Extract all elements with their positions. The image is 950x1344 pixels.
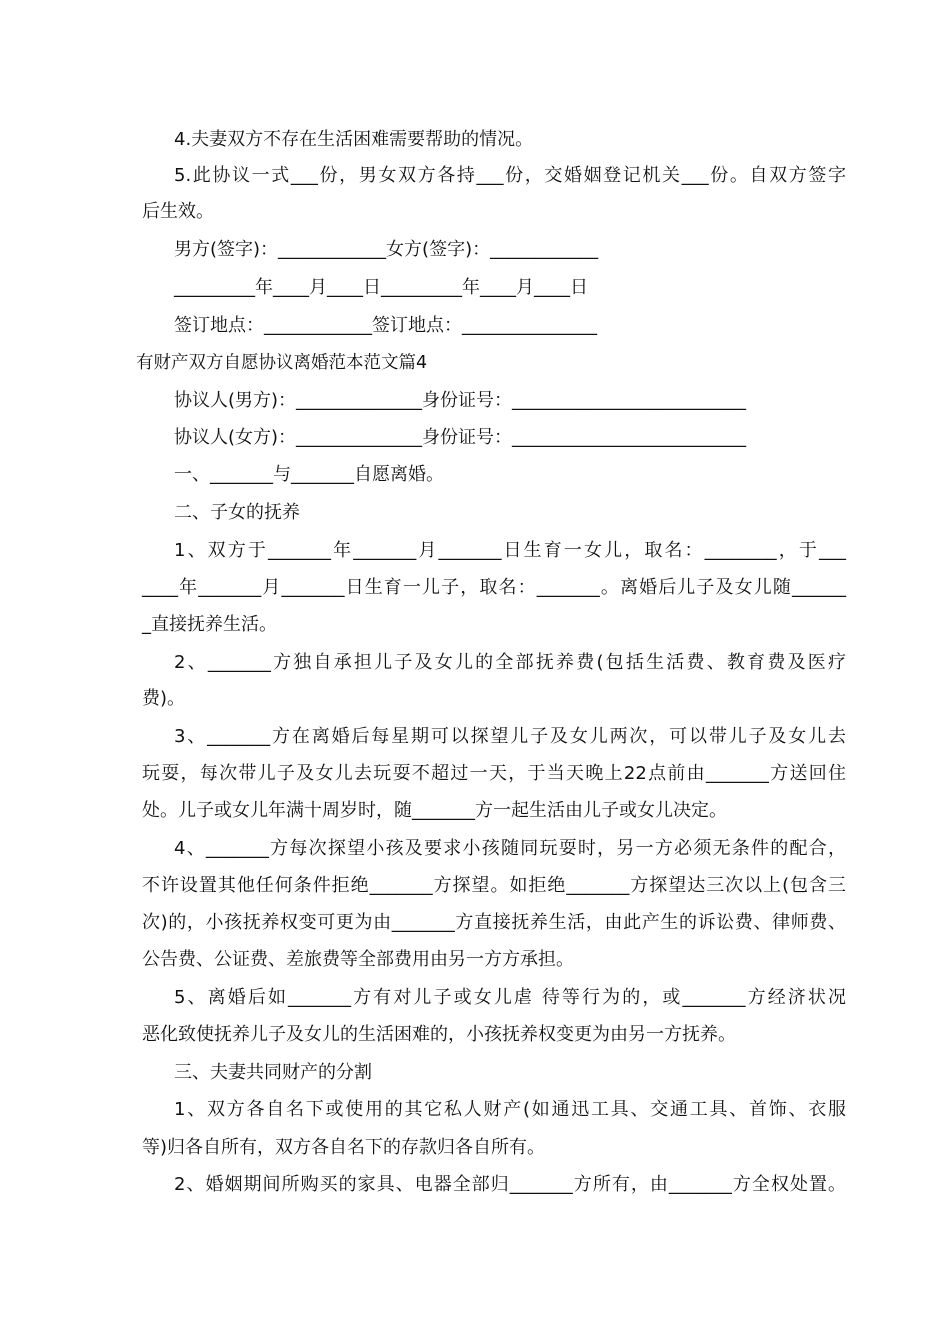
clause-5-line-1: 5.此协议一式___份，男女双方各持___份，交婚姻登记机关___份。自双方签字 xyxy=(174,165,846,186)
article-2-heading: 二、子女的抚养 xyxy=(174,502,300,523)
child-item-2-line-2: 费)。 xyxy=(142,688,186,709)
signature-line: 男方(签字)：____________女方(签字)：____________ xyxy=(174,239,599,260)
child-item-5-line-2: 恶化致使抚养儿子及女儿的生活困难的，小孩抚养权变更为由另一方抚养。 xyxy=(142,1024,736,1045)
article-3-heading: 三、夫妻共同财产的分割 xyxy=(174,1062,372,1083)
child-item-3-line-3: 处。儿子或女儿年满十周岁时，随_______方一起生活由儿子或女儿决定。 xyxy=(142,800,727,821)
child-item-3-line-2: 玩耍，每次带儿子及女儿去玩耍不超过一天，于当天晚上22点前由_______方送回住 xyxy=(142,763,846,784)
child-item-2-line-1: 2、_______方独自承担儿子及女儿的全部抚养费(包括生活费、教育费及医疗 xyxy=(174,652,846,673)
article-1-line: 一、_______与_______自愿离婚。 xyxy=(174,464,444,485)
section-title: 有财产双方自愿协议离婚范本范文篇4 xyxy=(136,353,428,373)
property-item-1-line-2: 等)归各自所有，双方各自名下的存款归各自所有。 xyxy=(142,1137,546,1158)
child-item-5-line-1: 5、离婚后如_______方有对儿子或女儿虐 待等行为的，或_______方经济状况 xyxy=(174,987,846,1008)
property-item-1-line-1: 1、双方各自名下或使用的其它私人财产(如通迅工具、交通工具、首饰、衣服 xyxy=(174,1099,846,1120)
clause-5-line-2: 后生效。 xyxy=(142,201,214,222)
child-item-4-line-3: 次)的，小孩抚养权变可更为由_______方直接抚养生活，由此产生的诉讼费、律师费、 xyxy=(142,912,846,933)
party-female-line: 协议人(女方)：______________身份证号：__________________________ xyxy=(174,427,747,448)
clause-4-line: 4.夫妻双方不存在生活困难需要帮助的情况。 xyxy=(174,129,534,150)
child-item-4-line-4: 公告费、公证费、差旅费等全部费用由另一方方承担。 xyxy=(142,949,574,970)
date-line: _________年____月____日_________年____月____日 xyxy=(174,277,588,298)
child-item-3-line-1: 3、_______方在离婚后每星期可以探望儿子及女儿两次，可以带儿子及女儿去 xyxy=(174,726,846,747)
signing-place-line: 签订地点：____________签订地点：_______________ xyxy=(174,315,597,336)
child-item-1-line-2: ____年_______月_______日生育一儿子，取名：_______。离婚后儿子及女儿随______ xyxy=(142,577,846,598)
party-male-line: 协议人(男方)：______________身份证号：__________________________ xyxy=(174,390,747,411)
child-item-1-line-1: 1、双方于_______年_______月_______日生育一女儿，取名：________，于___ xyxy=(174,540,846,561)
child-item-1-line-3: _直接抚养生活。 xyxy=(142,614,277,635)
child-item-4-line-1: 4、_______方每次探望小孩及要求小孩随同玩耍时，另一方必须无条件的配合， xyxy=(174,838,846,859)
property-item-2-line: 2、婚姻期间所购买的家具、电器全部归_______方所有，由_______方全权处置。 xyxy=(174,1174,846,1195)
child-item-4-line-2: 不许设置其他任何条件拒绝_______方探望。如拒绝_______方探望达三次以上(包含三 xyxy=(142,875,846,896)
